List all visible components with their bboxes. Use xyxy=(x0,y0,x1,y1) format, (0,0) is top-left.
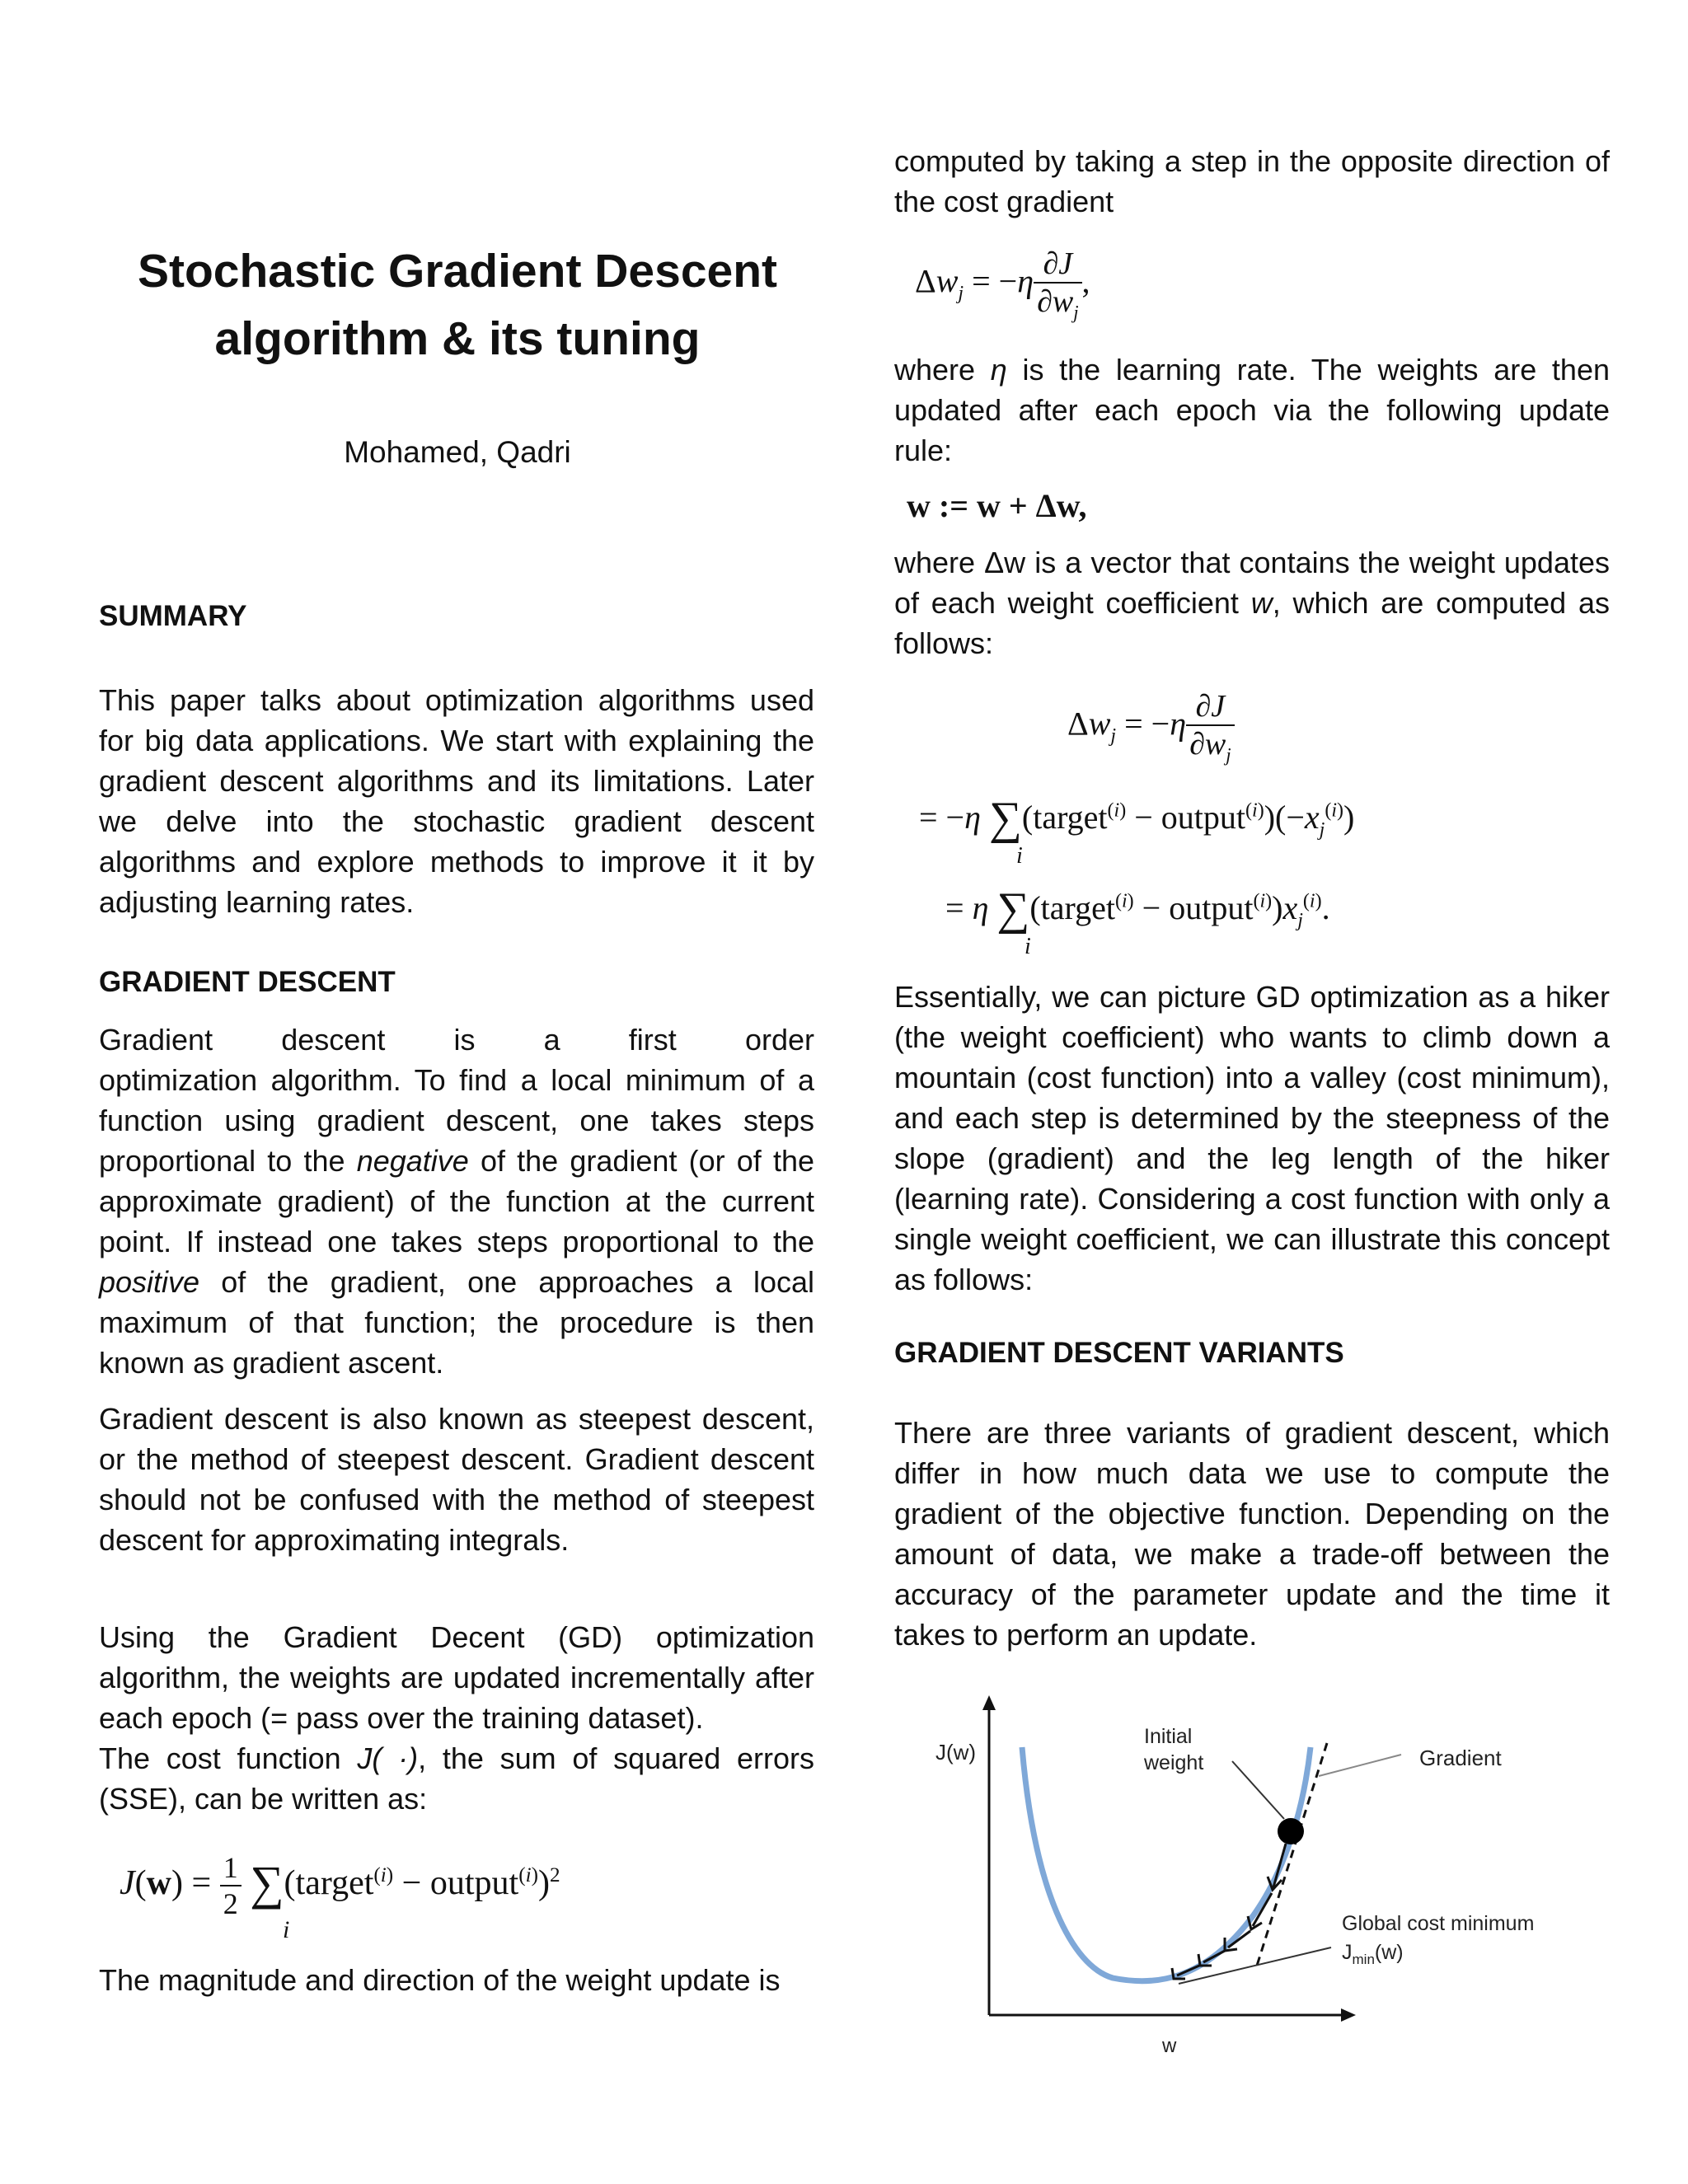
derivation-equation: $\Delta w_j = -\eta$ $\frac{\partial J}{\partial w_j}$ = −η ∑(target$^{(i)}$ − $output^{(i)})(-x_j^{(i)})$ i = η ∑(target$^{(i)}$ − $output^{(i)})x_j^{(i)}$. i xyxy=(919,689,1355,959)
x-axis-label: w xyxy=(1162,2035,1177,2056)
right-paragraph-3: where Δw is a vector that contains the weight updates of each weight coefficient w, which are computed as follows: xyxy=(894,546,1610,660)
initial-weight-ball xyxy=(1278,1818,1304,1844)
variants-heading: GRADIENT DESCENT VARIANTS xyxy=(894,1337,1344,1369)
gradient-descent-heading: GRADIENT DESCENT xyxy=(99,966,396,998)
sse-equation: J(w) = $\frac{1}{2}$ ∑(target$^{(i)}$ − output$^{(i)}$)$^2$ i xyxy=(120,1851,560,1943)
right-paragraph-2: where η is the learning rate. The weights are then updated after each epoch via the following update rule: xyxy=(894,353,1610,467)
y-axis-arrow xyxy=(982,1695,996,1710)
gd-paragraph-1: optimization algorithm. To find a local minimum of a function using gradient descent, one takes steps proportional to the negative of the gradient (or of the approximate gradient) of the function at the current point. If instead one takes steps proportional to the positive of the gradient, one approaches a local maximum of that function; the procedure is then known as gradient ascent. xyxy=(99,1063,814,1380)
y-axis-label: J(w) xyxy=(935,1740,977,1765)
update-rule-equation: w := w + Δw, xyxy=(907,487,1087,524)
gradient-pointer xyxy=(1319,1755,1401,1776)
initial-weight-label-2: weight xyxy=(1144,1751,1204,1774)
delta-w-equation: $\Delta w_j = -\eta$ $\frac{\partial J}{\partial w_j}$ , xyxy=(915,246,1090,323)
positive-word: positive xyxy=(99,1265,200,1299)
cost-curve xyxy=(1022,1747,1311,1981)
gd-paragraph-5: The magnitude and direction of the weight update is xyxy=(99,1963,781,1997)
eta-symbol: η xyxy=(990,353,1007,387)
step-arrows xyxy=(1172,1844,1286,1979)
gd-paragraph-2: Gradient descent is also known as steepest descent, or the method of steepest descent. Gradient descent should not be confused with the method of steepest descent for approximating integrals. xyxy=(99,1402,814,1557)
paper-title: Stochastic Gradient Descent algorithm & its tuning xyxy=(137,245,778,365)
summary-heading: SUMMARY xyxy=(99,600,247,632)
summary-text: This paper talks about optimization algorithms used for big data applications. We start with explaining the gradient descent algorithms and its limitations. Later we delve into the stochastic gradient descent algorithms and explore methods to improve it it by adjusting learning rates. xyxy=(99,683,814,919)
x-axis-arrow xyxy=(1341,2008,1356,2022)
gradient-tangent xyxy=(1257,1743,1327,1966)
gradient-descent-figure xyxy=(907,1685,1582,2056)
author: Mohamed, Qadri xyxy=(344,435,571,469)
initial-weight-pointer xyxy=(1232,1761,1284,1819)
initial-weight-label-1: Initial xyxy=(1144,1725,1193,1748)
w-symbol: w xyxy=(1250,586,1273,620)
right-paragraph-5: There are three variants of gradient descent, which differ in how much data we use to compute the gradient of the objective function. Depending on the amount of data, we make a trade-off between the accuracy of the parameter update and the time it takes to perform an update. xyxy=(894,1416,1610,1652)
jmin-label: $J_{min}(w)$ xyxy=(1342,1941,1404,1967)
gradient-label: Gradient xyxy=(1419,1746,1502,1770)
cost-function-symbol: J( ·) xyxy=(357,1741,419,1775)
global-min-label: Global cost minimum xyxy=(1342,1912,1535,1935)
gd-paragraph-1-first-line: Gradient descent is a first order xyxy=(99,1023,814,1057)
negative-word: negative xyxy=(356,1144,469,1178)
right-paragraph-1: computed by taking a step in the opposite direction of the cost gradient xyxy=(894,144,1610,218)
right-paragraph-4: Essentially, we can picture GD optimization as a hiker (the weight coefficient) who wants to climb down a mountain (cost function) into a valley (cost minimum), and each step is determined by the steepness of the slope (gradient) and the leg length of the hiker (learning rate). Considering a cost function with only a single weight coefficient, we can illustrate this concept as follows: xyxy=(894,980,1610,1296)
gd-paragraph-3: Using the Gradient Decent (GD) optimization algorithm, the weights are updated incrementally after each epoch (= pass over the training dataset). xyxy=(99,1620,814,1735)
gd-paragraph-4: The cost function J( ·), the sum of squared errors (SSE), can be written as: xyxy=(99,1741,814,1816)
